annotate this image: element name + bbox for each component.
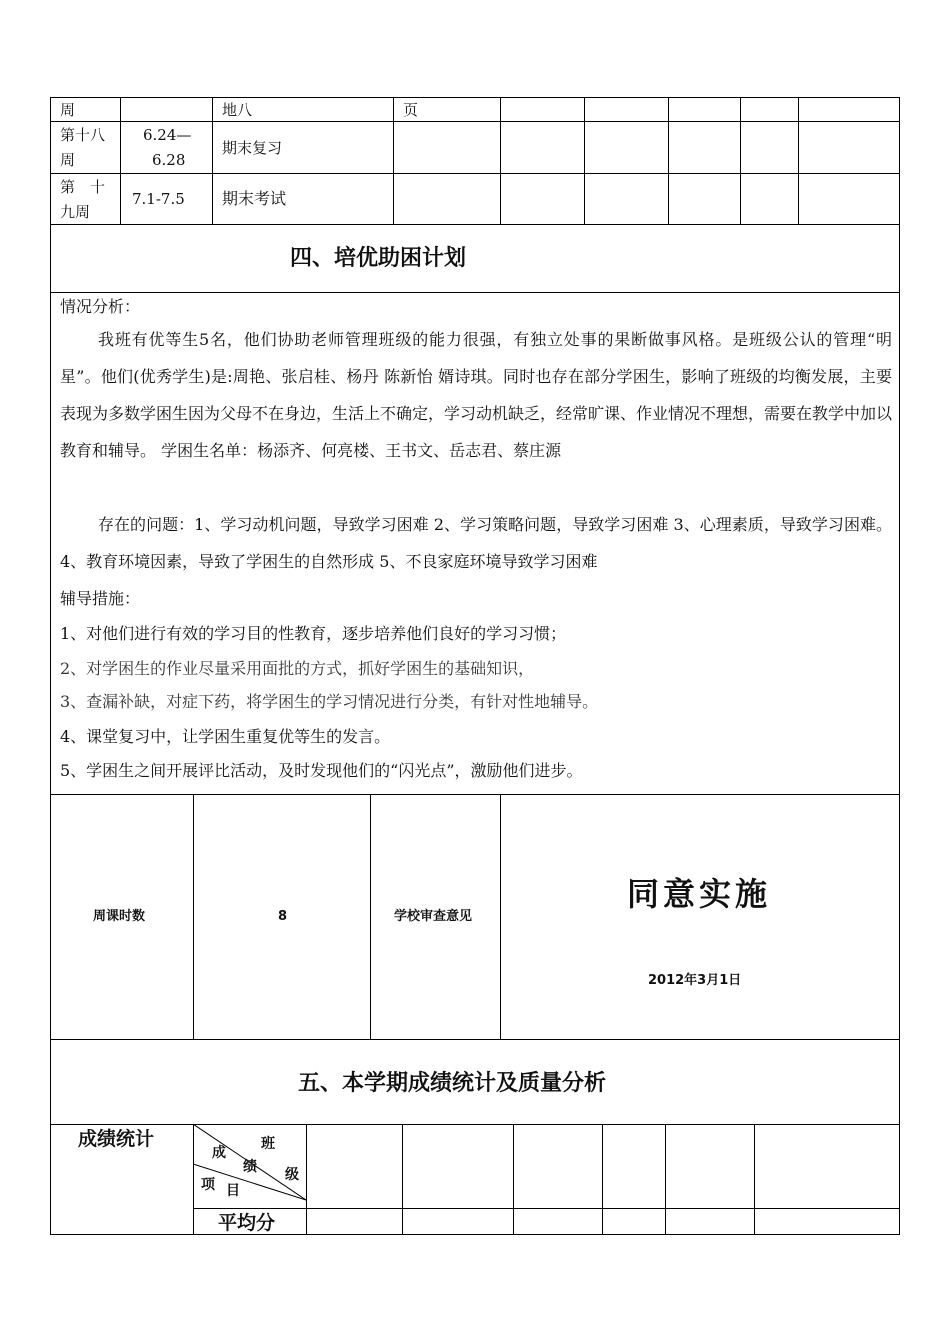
date-cell: 6.28: [152, 151, 186, 169]
analysis-label: 情况分析：: [60, 297, 141, 316]
measure-item: 5、学困生之间开展评比活动，及时发现他们的“闪光点”，激励他们进步。: [60, 761, 583, 780]
stats-label: 成绩统计: [78, 1128, 155, 1150]
measure-item: 3、查漏补缺，对症下药，将学困生的学习情况进行分类，有针对性地辅导。: [60, 692, 599, 711]
diag-label: 成: [212, 1145, 226, 1161]
diag-label: 绩: [243, 1159, 257, 1175]
date-cell: 7.1-7.5: [132, 190, 185, 208]
analysis-paragraph-2: 存在的问题：1、学习动机问题，导致学习困难 2、学习策略问题，导致学习困难 3、心理素质，导致学习困难。4、教育环境因素，导致了学困生的自然形成 5、不良家庭环境导致学习困难: [60, 515, 892, 571]
section5-title: 五、本学期成绩统计及质量分析: [298, 1071, 607, 1096]
approval-date: 2012年3月1日: [648, 973, 742, 988]
hours-value: 8: [278, 909, 288, 924]
diag-label: 班: [261, 1136, 275, 1152]
measure-item: 4、课堂复习中，让学困生重复优等生的发言。: [60, 727, 391, 746]
content-cell: 期末复习: [222, 139, 283, 157]
pages-cell: 页: [403, 101, 419, 119]
diag-label: 级: [285, 1167, 299, 1183]
avg-label: 平均分: [218, 1212, 276, 1234]
diag-label: 目: [226, 1183, 240, 1199]
measure-item: 2、对学困生的作业尽量采用面批的方式，抓好学困生的基础知识，: [60, 659, 535, 678]
approval-opinion: 同意实施: [627, 875, 772, 913]
week-cell: 第 十: [60, 178, 106, 196]
section4-title: 四、培优助困计划: [290, 246, 467, 271]
review-label: 学校审查意见: [394, 909, 473, 924]
week-cell: 周: [60, 101, 76, 119]
week-cell: 周: [60, 151, 76, 169]
date-cell: 6.24—: [143, 126, 192, 144]
hours-label: 周课时数: [93, 909, 146, 924]
diag-label: 项: [201, 1177, 215, 1193]
week-cell: 九周: [60, 203, 91, 221]
content-cell: 地八: [222, 101, 253, 119]
analysis-paragraph-1: 我班有优等生5名，他们协助老师管理班级的能力很强，有独立处事的果断做事风格。是班级公认的管理“明星”。他们(优秀学生)是:周艳、张启桂、杨丹 陈新怡 婿诗琪。同时也存在部分学困生，影响了班级的均衡发展，主要表现为多数学困生因为父母不在身边，生活上不确定，学习动机缺乏，经常旷课、作业情况不理想，需要在教学中加以教育和辅导。 学困生名单：杨添齐、何亮楼、王书文、岳志君、蔡庄源: [60, 330, 893, 460]
content-cell: 期末考试: [222, 189, 287, 208]
measures-label: 辅导措施：: [60, 589, 141, 608]
measure-item: 1、对他们进行有效的学习目的性教育，逐步培养他们良好的学习习惯；: [60, 624, 567, 643]
week-cell: 第十八: [60, 126, 106, 144]
